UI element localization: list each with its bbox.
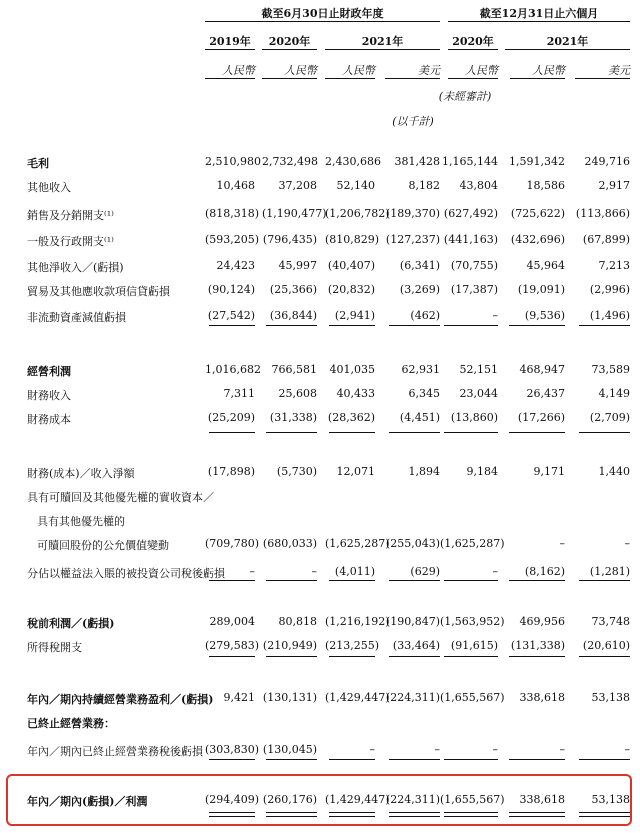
row-label: 貿易及其他應收款項信貸虧損 xyxy=(27,285,170,298)
row-value: 53,138 xyxy=(591,691,630,704)
row-value: (5,730) xyxy=(276,465,317,478)
subtotal-line xyxy=(579,580,630,581)
row-label: 財務收入 xyxy=(27,389,71,402)
table-row xyxy=(0,510,640,530)
row-label: 其他收入 xyxy=(27,181,71,194)
row-value: (1,625,287) xyxy=(325,537,390,550)
row-value: 26,437 xyxy=(526,387,565,400)
subtotal-line xyxy=(329,759,375,760)
subtotal-line xyxy=(509,325,565,326)
row-value: (25,209) xyxy=(207,411,255,424)
subtotal-line xyxy=(444,580,498,581)
row-value: (189,370) xyxy=(385,207,440,220)
row-value: 12,071 xyxy=(336,465,375,478)
row-value: (4,451) xyxy=(399,411,440,424)
row-value: 40,433 xyxy=(336,387,375,400)
row-label: 經營利潤 xyxy=(27,365,71,378)
subtotal-line xyxy=(509,580,565,581)
row-value: (27,542) xyxy=(207,309,255,322)
row-value: (20,610) xyxy=(582,639,630,652)
row-value: (1,496) xyxy=(589,309,630,322)
row-value: – xyxy=(492,743,498,756)
row-value: 468,947 xyxy=(519,363,565,376)
table-row xyxy=(0,612,640,632)
subtotal-line xyxy=(389,759,440,760)
row-value: 10,468 xyxy=(216,179,255,192)
row-label: 分佔以權益法入賬的被投資公司稅後虧損 xyxy=(27,567,225,580)
row-value: (90,124) xyxy=(207,283,255,296)
row-value: (28,362) xyxy=(327,411,375,424)
subtotal-line xyxy=(209,759,255,760)
row-value: 73,589 xyxy=(591,363,630,376)
row-value: (213,255) xyxy=(325,639,380,652)
subtotal-line xyxy=(266,580,317,581)
row-value: – xyxy=(311,565,317,578)
row-label: 具有可贖回及其他優先權的實收資本／ xyxy=(27,491,214,504)
row-value: (17,387) xyxy=(450,283,498,296)
row-value: 1,165,144 xyxy=(442,155,498,168)
row-value: 18,586 xyxy=(526,179,565,192)
currency-col-2: 人民幣 xyxy=(284,64,317,77)
row-value: (279,583) xyxy=(205,639,260,652)
row-value: (127,237) xyxy=(385,233,440,246)
row-value: (2,996) xyxy=(589,283,630,296)
table-row xyxy=(0,360,640,380)
row-label: 年內／期內持續經營業務盈利／(虧損) xyxy=(27,693,214,706)
header-year-2021: 2021年 xyxy=(361,35,404,48)
table-row xyxy=(0,712,640,732)
subtotal-line xyxy=(444,656,498,657)
row-value: – xyxy=(559,743,565,756)
row-value: – xyxy=(249,565,255,578)
row-label: 年內／期內已終止經營業務稅後虧損 xyxy=(27,745,203,758)
row-value: 7,213 xyxy=(598,259,630,272)
row-value: (1,429,447) xyxy=(325,793,390,806)
row-value: (1,655,567) xyxy=(440,691,505,704)
row-value: (33,464) xyxy=(392,639,440,652)
currency-col-3: 人民幣 xyxy=(342,64,375,77)
row-value: 53,138 xyxy=(591,793,630,806)
row-value: (810,829) xyxy=(325,233,380,246)
row-value: (36,844) xyxy=(269,309,317,322)
currency-col-6: 人民幣 xyxy=(532,64,565,77)
row-value: 1,894 xyxy=(408,465,440,478)
row-value: (91,615) xyxy=(450,639,498,652)
row-value: (1,281) xyxy=(589,565,630,578)
subtotal-line xyxy=(209,432,255,433)
table-row xyxy=(0,280,640,300)
row-value: (131,338) xyxy=(510,639,565,652)
table-row xyxy=(0,176,640,196)
subtotal-line xyxy=(329,325,375,326)
row-value: (9,536) xyxy=(524,309,565,322)
row-value: (441,163) xyxy=(443,233,498,246)
subtotal-line xyxy=(509,759,565,760)
row-value: 80,818 xyxy=(278,615,317,628)
subtotal-line xyxy=(509,432,565,433)
currency-col-7: 美元 xyxy=(608,64,630,77)
subtotal-line xyxy=(509,656,565,657)
table-row xyxy=(0,256,640,276)
row-value: (818,318) xyxy=(205,207,260,220)
row-value: 1,016,682 xyxy=(205,363,261,376)
row-value: 9,421 xyxy=(223,691,255,704)
row-label: 財務成本 xyxy=(27,413,71,426)
row-label: 所得稅開支 xyxy=(27,641,82,654)
row-value: (3,269) xyxy=(399,283,440,296)
header-year-2021-6m: 2021年 xyxy=(546,35,589,48)
row-value: 1,591,342 xyxy=(509,155,565,168)
header-year-2020-6m: 2020年 xyxy=(452,35,494,48)
row-value: – xyxy=(434,743,440,756)
subtotal-line xyxy=(444,759,498,760)
subtotal-line xyxy=(209,325,255,326)
row-label: 銷售及分銷開支⁽¹⁾ xyxy=(27,209,114,222)
row-value: 2,917 xyxy=(598,179,630,192)
row-value: – xyxy=(624,743,630,756)
subtotal-line xyxy=(579,325,630,326)
table-row xyxy=(0,688,640,708)
row-value: 45,997 xyxy=(278,259,317,272)
row-value: 37,208 xyxy=(278,179,317,192)
table-row xyxy=(0,152,640,172)
row-value: (260,176) xyxy=(262,793,317,806)
subtotal-line xyxy=(329,656,375,657)
row-value: (40,407) xyxy=(327,259,375,272)
header-year-2020: 2020年 xyxy=(268,35,311,48)
row-value: (13,860) xyxy=(450,411,498,424)
row-value: 43,804 xyxy=(459,179,498,192)
row-value: (432,696) xyxy=(510,233,565,246)
subtotal-line xyxy=(389,580,440,581)
subtotal-line xyxy=(579,656,630,657)
row-value: (2,941) xyxy=(334,309,375,322)
row-value: (224,311) xyxy=(385,691,440,704)
row-value: (1,563,952) xyxy=(440,615,505,628)
row-value: – xyxy=(559,537,565,550)
header-group-six-months: 截至12月31日止六個月 xyxy=(479,7,599,20)
subtotal-line xyxy=(579,759,630,760)
row-value: (19,091) xyxy=(517,283,565,296)
row-value: – xyxy=(369,743,375,756)
subtotal-line xyxy=(266,759,317,760)
row-value: (1,206,782) xyxy=(325,207,390,220)
row-value: (303,830) xyxy=(205,743,260,756)
row-value: (130,131) xyxy=(262,691,317,704)
row-value: – xyxy=(624,537,630,550)
row-value: (31,338) xyxy=(269,411,317,424)
row-label: 可贖回股份的公允價值變動 xyxy=(37,539,169,552)
row-value: (725,622) xyxy=(510,207,565,220)
row-label: 其他淨收入／(虧損) xyxy=(27,261,124,274)
row-value: 24,423 xyxy=(216,259,255,272)
row-label: 稅前利潤／(虧損) xyxy=(27,617,115,630)
table-row xyxy=(0,462,640,482)
row-value: (6,341) xyxy=(399,259,440,272)
table-row xyxy=(0,306,640,326)
row-value: 62,931 xyxy=(401,363,440,376)
row-value: 289,004 xyxy=(209,615,255,628)
subtotal-line xyxy=(389,325,440,326)
row-value: 6,345 xyxy=(408,387,440,400)
row-value: (210,949) xyxy=(262,639,317,652)
row-value: (709,780) xyxy=(205,537,260,550)
row-label: 毛利 xyxy=(27,157,49,170)
row-value: (17,266) xyxy=(517,411,565,424)
row-value: 2,510,980 xyxy=(205,155,261,168)
row-value: 401,035 xyxy=(329,363,375,376)
row-value: 1,440 xyxy=(598,465,630,478)
row-label: 具有其他優先權的 xyxy=(37,515,125,528)
row-value: 7,311 xyxy=(223,387,255,400)
row-label: 一般及行政開支⁽¹⁾ xyxy=(27,235,114,248)
row-value: (25,366) xyxy=(269,283,317,296)
currency-col-5: 人民幣 xyxy=(465,64,498,77)
row-value: 2,430,686 xyxy=(325,155,381,168)
table-row xyxy=(0,384,640,404)
row-value: (294,409) xyxy=(205,793,260,806)
row-value: 469,956 xyxy=(519,615,565,628)
currency-col-4: 美元 xyxy=(418,64,440,77)
subtotal-line xyxy=(266,432,317,433)
row-value: 338,618 xyxy=(519,691,565,704)
row-value: – xyxy=(492,565,498,578)
row-value: (113,866) xyxy=(575,207,630,220)
row-label: 年內／期內(虧損)／利潤 xyxy=(27,795,148,808)
row-value: (1,625,287) xyxy=(440,537,505,550)
subtotal-line xyxy=(266,325,317,326)
row-value: 52,151 xyxy=(459,363,498,376)
row-value: – xyxy=(492,309,498,322)
currency-col-1: 人民幣 xyxy=(222,64,255,77)
table-row xyxy=(0,486,640,506)
subtotal-line xyxy=(579,432,630,433)
row-value: (130,045) xyxy=(262,743,317,756)
subtotal-line xyxy=(389,656,440,657)
row-value: (2,709) xyxy=(589,411,630,424)
thousands-note: (以千計) xyxy=(392,115,434,128)
row-value: (1,190,477) xyxy=(262,207,327,220)
row-value: 23,044 xyxy=(459,387,498,400)
subtotal-line xyxy=(329,580,375,581)
row-value: (629) xyxy=(410,565,440,578)
row-value: (190,847) xyxy=(385,615,440,628)
row-value: 8,182 xyxy=(408,179,440,192)
row-value: (1,216,192) xyxy=(325,615,390,628)
row-value: (593,205) xyxy=(205,233,260,246)
subtotal-line xyxy=(444,325,498,326)
row-value: (67,899) xyxy=(582,233,630,246)
table-row xyxy=(0,230,640,250)
row-value: 338,618 xyxy=(519,793,565,806)
row-value: 249,716 xyxy=(584,155,630,168)
row-value: (627,492) xyxy=(443,207,498,220)
row-value: (1,429,447) xyxy=(325,691,390,704)
row-value: 52,140 xyxy=(336,179,375,192)
subtotal-line xyxy=(444,432,498,433)
table-row xyxy=(0,408,640,428)
row-value: 73,748 xyxy=(591,615,630,628)
table-row xyxy=(0,534,640,554)
subtotal-line xyxy=(209,580,255,581)
subtotal-line xyxy=(209,656,255,657)
header-year-2019: 2019年 xyxy=(209,35,251,48)
unaudited-note: (未經審計) xyxy=(438,90,492,103)
row-value: (20,832) xyxy=(327,283,375,296)
row-value: (1,655,567) xyxy=(440,793,505,806)
row-value: (796,435) xyxy=(262,233,317,246)
subtotal-line xyxy=(266,656,317,657)
row-value: (70,755) xyxy=(450,259,498,272)
row-value: (680,033) xyxy=(262,537,317,550)
row-value: (462) xyxy=(410,309,440,322)
row-value: 766,581 xyxy=(271,363,317,376)
table-row xyxy=(0,204,640,224)
row-label: 非流動資產減值虧損 xyxy=(27,311,126,324)
row-label: 財務(成本)／收入淨額 xyxy=(27,467,135,480)
row-value: 9,184 xyxy=(466,465,498,478)
row-label: 已終止經營業務： xyxy=(27,717,115,730)
row-value: 9,171 xyxy=(533,465,565,478)
row-value: 45,964 xyxy=(526,259,565,272)
row-value: (8,162) xyxy=(524,565,565,578)
row-value: (255,043) xyxy=(385,537,440,550)
row-value: (224,311) xyxy=(385,793,440,806)
row-value: (4,011) xyxy=(334,565,375,578)
row-value: 25,608 xyxy=(278,387,317,400)
table-row xyxy=(0,562,640,582)
table-row xyxy=(0,740,640,760)
row-value: 2,732,498 xyxy=(262,155,318,168)
row-value: 381,428 xyxy=(394,155,440,168)
subtotal-line xyxy=(329,432,375,433)
header-group-fiscal-year: 截至6月30日止財政年度 xyxy=(261,7,384,20)
row-value: 4,149 xyxy=(598,387,630,400)
table-row xyxy=(0,636,640,656)
total-row-highlight xyxy=(6,774,632,826)
row-value: (17,898) xyxy=(207,465,255,478)
subtotal-line xyxy=(389,432,440,433)
